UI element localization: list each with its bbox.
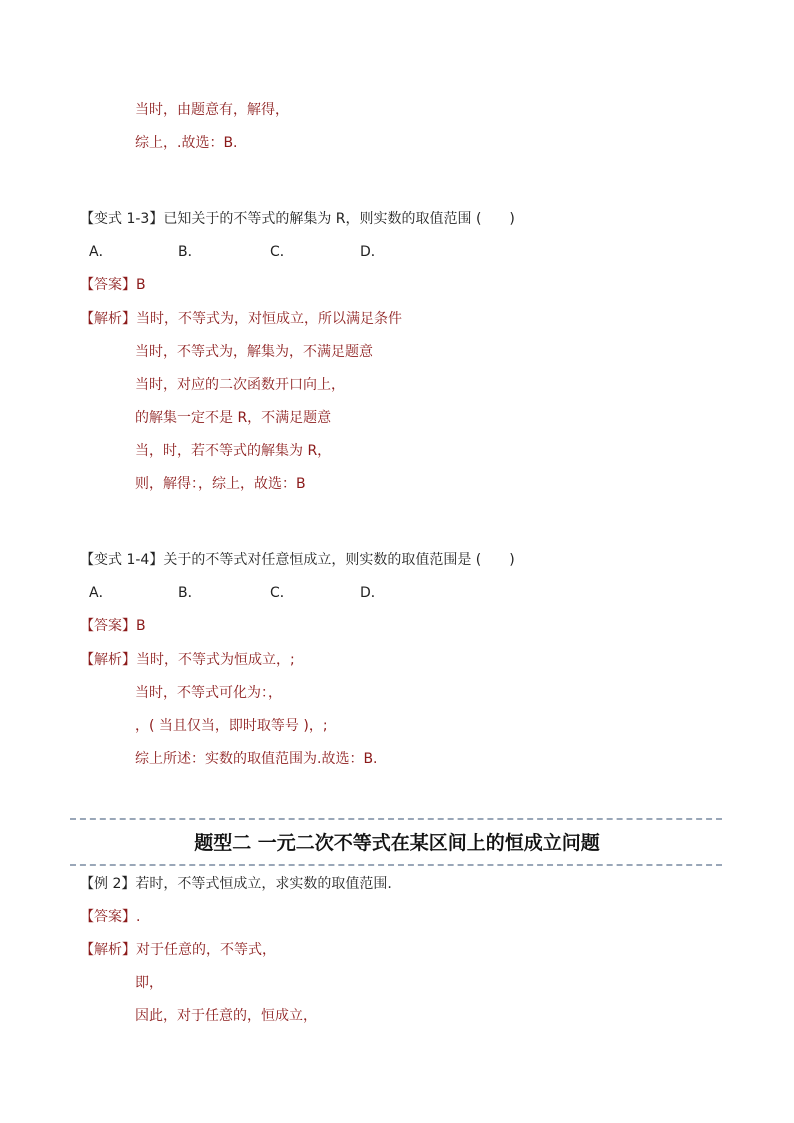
analysis-line: 的解集一定不是 R，不满足题意 bbox=[135, 410, 332, 426]
analysis-line: 当时，不等式为恒成立，; bbox=[136, 652, 295, 668]
analysis-line: 综上所述：实数的取值范围为.故选：B. bbox=[135, 751, 378, 767]
answer-row bbox=[80, 907, 140, 927]
question-text: 关于的不等式对任意恒成立，则实数的取值范围是 ( ) bbox=[163, 552, 515, 568]
answer-tag: 【答案】 bbox=[80, 277, 136, 293]
analysis-line: 当，时，若不等式的解集为 R， bbox=[135, 443, 332, 459]
analysis-tag: 【解析】 bbox=[80, 311, 136, 327]
solution-line: 综上，.故选：B. bbox=[135, 135, 238, 151]
question-text: 若时，不等式恒成立，求实数的取值范围. bbox=[135, 876, 392, 892]
answer-row bbox=[80, 275, 146, 295]
answer-value: B bbox=[136, 277, 146, 293]
section-divider-bottom bbox=[70, 864, 722, 866]
analysis-line: 当时，不等式为，对恒成立，所以满足条件 bbox=[136, 311, 402, 327]
option-d: D． bbox=[360, 244, 385, 260]
option-a: A． bbox=[89, 244, 113, 260]
option-b: B． bbox=[178, 585, 202, 601]
analysis-line: 对于任意的，不等式， bbox=[136, 942, 276, 958]
option-d: D． bbox=[360, 585, 385, 601]
answer-value: B bbox=[136, 618, 146, 634]
analysis-line: 因此，对于任意的，恒成立， bbox=[135, 1008, 317, 1024]
analysis-line: ，( 当且仅当，即时取等号 )，; bbox=[135, 718, 328, 734]
question-v14 bbox=[80, 550, 515, 570]
question-tag: 【变式 1-4】 bbox=[80, 552, 164, 568]
option-b: B． bbox=[178, 244, 202, 260]
question-ex2 bbox=[80, 874, 392, 894]
answer-tag: 【答案】 bbox=[80, 909, 136, 925]
answer-row bbox=[80, 616, 146, 636]
section-divider-top bbox=[70, 818, 722, 820]
answer-value: . bbox=[136, 909, 141, 925]
option-a: A． bbox=[89, 585, 113, 601]
analysis-line: 当时，不等式可化为：， bbox=[135, 685, 282, 701]
answer-tag: 【答案】 bbox=[80, 618, 136, 634]
question-text: 已知关于的不等式的解集为 R，则实数的取值范围 ( ) bbox=[163, 211, 515, 227]
question-tag: 【变式 1-3】 bbox=[80, 211, 164, 227]
question-v13 bbox=[80, 209, 515, 229]
analysis-row bbox=[80, 650, 295, 670]
analysis-line: 则，解得：，综上，故选：B bbox=[135, 476, 306, 492]
section-title: 题型二 一元二次不等式在某区间上的恒成立问题 bbox=[194, 832, 600, 854]
solution-line: 当时，由题意有，解得， bbox=[135, 102, 289, 118]
option-c: C． bbox=[270, 585, 294, 601]
analysis-row bbox=[80, 940, 276, 960]
analysis-line: 当时，不等式为，解集为，不满足题意 bbox=[135, 344, 373, 360]
analysis-line: 当时，对应的二次函数开口向上， bbox=[135, 377, 345, 393]
analysis-tag: 【解析】 bbox=[80, 652, 136, 668]
analysis-line: 即， bbox=[135, 975, 163, 991]
analysis-tag: 【解析】 bbox=[80, 942, 136, 958]
question-tag: 【例 2】 bbox=[80, 876, 136, 892]
analysis-row bbox=[80, 309, 402, 329]
option-c: C． bbox=[270, 244, 294, 260]
